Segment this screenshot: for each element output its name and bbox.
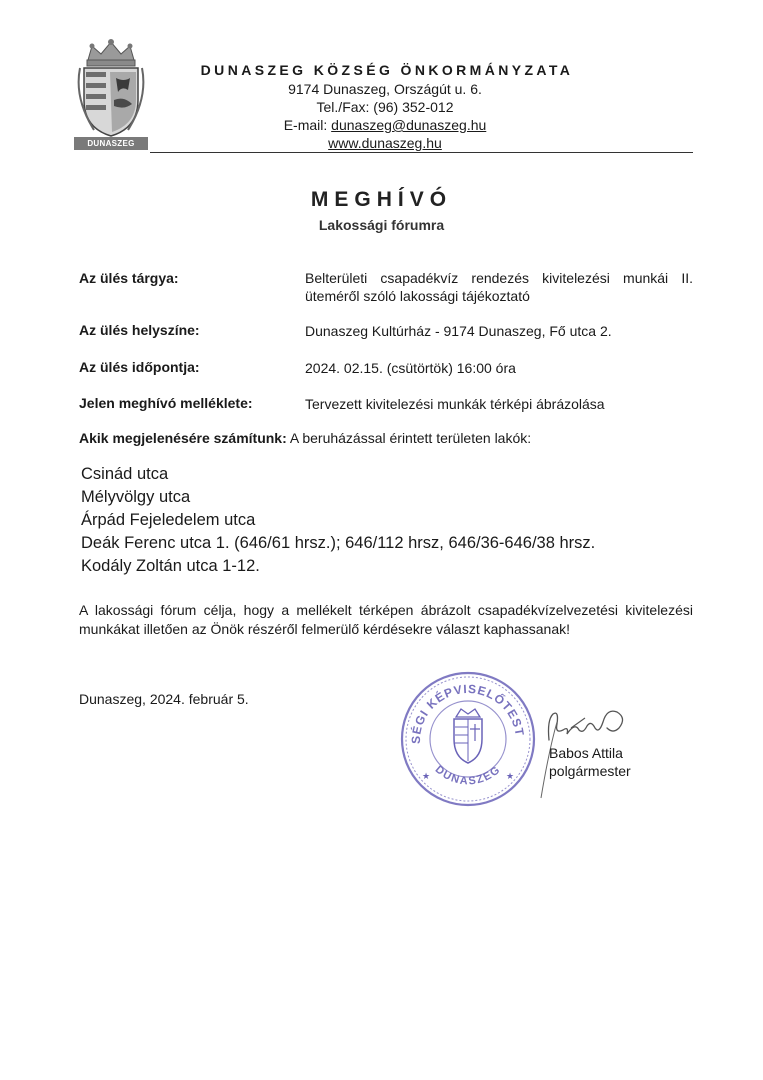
street-list [81,463,595,578]
organization-name: DUNASZEG KÖZSÉG ÖNKORMÁNYZATA [200,62,574,78]
svg-text:DUNASZEG [433,763,504,787]
header-divider [150,152,693,153]
location-label: Az ülés helyszíne: [79,322,200,338]
time-label: Az ülés időpontja: [79,359,200,375]
street-item: Mélyvölgy utca [81,488,191,506]
street-item: Csinád utca [81,465,169,483]
email-link[interactable]: dunaszeg@dunaszeg.hu [331,117,487,133]
stamp-top-text: SÉGI KÉPVISELŐTEST [408,681,527,745]
organization-phone: Tel./Fax: (96) 352-012 [316,99,454,115]
location-value: Dunaszeg Kultúrház - 9174 Dunaszeg, Fő utca 2. [305,323,612,339]
street-item: Deák Ferenc utca 1. (646/61 hrsz.); 646/112 hrsz, 646/36-646/38 hrsz. [81,534,596,552]
svg-text:★: ★ [506,771,515,781]
svg-text:KÖZSÉGI KÉPVISELŐTESTÜLET [398,669,527,744]
official-stamp [398,669,538,809]
date-line: Dunaszeg, 2024. február 5. [79,691,249,707]
street-item: Árpád Fejeledelem utca [81,511,256,529]
attachment-value: Tervezett kivitelezési munkák térképi ábrázolása [305,396,605,412]
audience-label: Akik megjelenésére számítunk: [79,430,287,446]
stamp-bottom-text: DUNASZEG [432,763,504,788]
organization-address: 9174 Dunaszeg, Országút u. 6. [288,81,482,97]
audience-text: A beruházással érintett területen lakók: [286,430,532,446]
street-item: Kodály Zoltán utca 1-12. [81,557,260,575]
attachment-label: Jelen meghívó melléklete: [79,395,253,411]
subject-value: Belterületi csapadékvíz rendezés kivitelezési munkái II. üteméről szóló lakossági tájékoztató [305,270,693,304]
website-link[interactable]: www.dunaszeg.hu [328,135,442,151]
document-title: MEGHÍVÓ [310,188,453,211]
signer-title: polgármester [549,763,631,779]
crest-label: DUNASZEG [74,137,148,150]
subject-label: Az ülés tárgya: [79,270,179,286]
coat-of-arms-logo [74,38,148,150]
purpose-paragraph: A lakossági fórum célja, hogy a mellékelt térképen ábrázolt csapadékvízelvezetési kivitelezési munkákat illetően az Önök részéről felmerülő kérdésekre választ kaphassanak! [79,602,693,637]
signer-block [549,744,631,780]
audience-line [79,430,531,446]
document-subtitle: Lakossági fórumra [318,217,445,233]
organization-email-line [170,117,600,133]
signer-name: Babos Attila [549,745,623,761]
crest-icon [74,38,148,138]
stamp-seal-icon [398,669,538,809]
email-label: E-mail: [283,117,332,133]
organization-website-line [170,135,600,151]
svg-text:★: ★ [422,771,431,781]
time-value: 2024. 02.15. (csütörtök) 16:00 óra [305,360,516,376]
